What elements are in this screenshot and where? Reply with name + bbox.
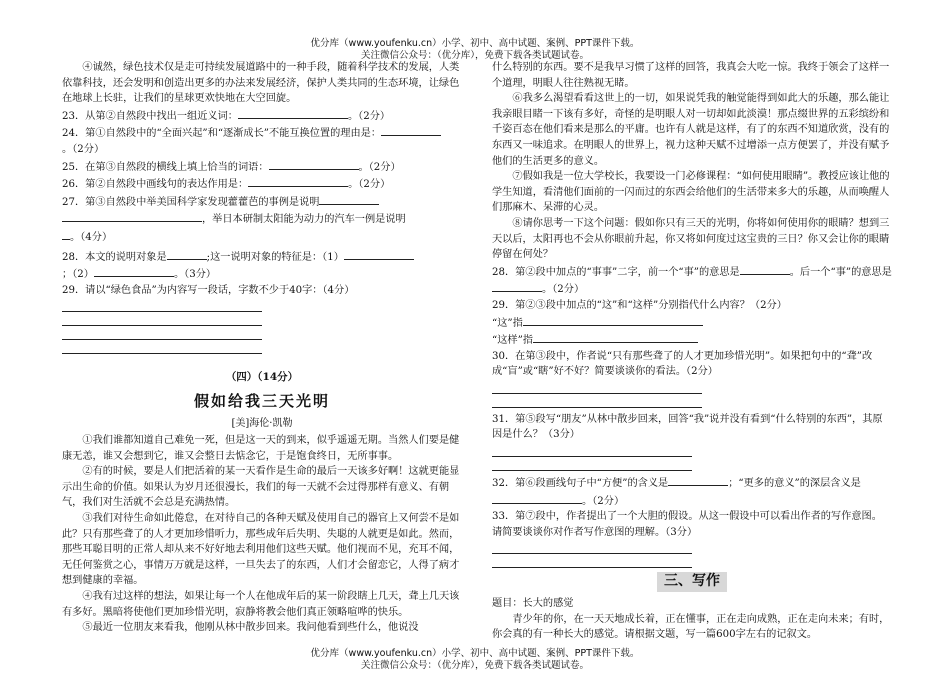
answer-blank[interactable] [238,107,348,119]
answer-blank[interactable] [492,492,582,504]
answer-blank[interactable] [248,175,348,187]
answer-blank[interactable] [94,265,174,277]
answer-line[interactable] [492,394,702,408]
answer-line[interactable] [62,312,262,326]
question-27-cont: ，举日本研制太阳能为动力的汽车一例是说明 [62,210,462,228]
question-27-score: 。（4分） [62,228,462,246]
question-32: 32．第⑥段画线句子中“方便”的含义是 ；“更多的意义”的深层含义是。（2分） [492,474,892,509]
answer-blank[interactable] [523,314,703,326]
question-27: 27．第③自然段中举美国科学家发现藿藿芭的事例是说明 [62,193,462,211]
question-29-zhe: “这”指 [492,314,892,332]
writing-topic: 题目：长大的感觉 [492,598,574,610]
answer-line[interactable] [492,380,702,394]
writing-prompt: 青少年的你，在一天天地成长着，正在懂事，正在走向成熟，正在走向未来；有时，你会真的有一种长大的感觉。请根据文题，写一篇600字左右的记叙文。 [492,613,890,641]
answer-blank[interactable] [492,280,542,292]
question-28-right: 28．第②段中加点的“事事”二字，前一个“事”的意思是 。后一个“事”的意思是。（2分） [492,263,892,298]
writing-section-heading: 三、写作 [657,572,727,592]
question-31: 31．第⑤段写“朋友”从林中散步回来，回答“我”说并没有看到“什么特别的东西”，其原因是什么？（3分） [492,413,883,441]
page-footer [0,648,950,672]
answer-line[interactable] [62,298,262,312]
answer-line[interactable] [62,340,262,354]
answer-blank[interactable] [344,248,414,260]
question-28: 28．本文的说明对象是 ;这一说明对象的特征是：（1） [62,248,462,266]
question-24: 24．第①自然段中的“全面兴起”和“逐渐成长”不能互换位置的理由是： [62,124,462,142]
header-line-2: 关注微信公众号：（优分库），免费下载各类试题试卷。 [360,50,589,61]
article-title: 假如给我三天光明 [193,391,330,410]
header-line-1: 优分库（www.youfenku.cn）小学、初中、高中试题、案例、PPT课件下载。 [310,38,640,49]
answer-blank[interactable] [62,210,202,222]
question-28-cont: ；（2） 。（3分） [62,265,462,283]
article-paragraph-7: ⑦假如我是一位大学校长，我要设一门必修课程：“如何使用眼睛”。教授应该让他的学生知道，看清他们面前的一闪而过的东西会给他们的生活带来多大的乐趣，从而唤醒人们那麻木、呆滞的心灵。 [492,171,890,214]
footer-line-1: 优分库（www.youfenku.cn）小学、初中、高中试题、案例、PPT课件下载。 [310,648,640,659]
article-author: [美]海伦·凯勒 [231,417,293,429]
article-paragraph-4: ④我有过这样的想法，如果让每一个人在他成年后的某一阶段瞎上几天，聋上几天该有多好。黑暗将使他们更加珍惜光明，寂静将教会他们真正领略喧哗的快乐。 [62,591,460,618]
answer-blank[interactable] [167,248,207,260]
answer-line[interactable] [62,326,262,340]
answer-blank[interactable] [668,474,728,486]
article-paragraph-8: ⑧请你思考一下这个问题：假如你只有三天的光明，你将如何使用你的眼睛？想到三天以后，太阳再也不会从你眼前升起，你又将如何度过这宝贵的三日？你又会让你的眼睛停留在何处？ [492,217,890,261]
question-30: 30．在第③段中，作者说“只有那些聋了的人才更加珍惜光明”。如果把句中的“聋”改成“盲”或“瞎”好不好？简要谈谈你的看法。（2分） [492,350,873,378]
question-24-score: 。（2分） [62,143,105,155]
question-29-zheyang: “这样”指 [492,331,892,349]
left-column [62,60,462,636]
article-paragraph-3: ③我们对待生命如此倦怠，在对待自己的各种天赋及使用自己的器官上又何尝不是如此？只有那些聋了的人才更加珍惜听力，那些成年后失明、失聪的人就更是如此。然而，那些耳聪目明的正常人却从来不好好地去利用他们这些天赋。他们视而不见，充耳不闻，无任何鉴赏之心，事情万万就是这样，一旦失去了的东西，人们才会留恋它，人得了病才想到健康的幸福。 [62,513,460,587]
answer-blank[interactable] [319,193,379,205]
article-paragraph-2: ②有的时候，要是人们把活着的某一天看作是生命的最后一天该多好啊！这就更能显示出生命的价值。如果认为岁月还很漫长，我们的每一天就不会过得那样有意义、有朝气，我们对生活就不会总是充满热情。 [62,466,460,509]
answer-blank[interactable] [269,158,359,170]
question-33: 33．第⑦段中，作者提出了一个大胆的假设。从这一假设中可以看出作者的写作意图。请简要谈谈你对作者写作意图的理解。（3分） [492,511,882,538]
paragraph-4: ④诚然，绿色技术仅是走可持续发展道路中的一种手段，随着科学技术的发展，人类依靠科技，还会发明和创造出更多的办法来发展经济，保护人类共同的生态环境，让绿色在地球上长驻，让我们的星球更欢快地在大空回旋。 [62,62,460,105]
right-column [492,60,892,643]
answer-line[interactable] [492,443,692,457]
section-four-heading: （四）（14分） [225,371,299,384]
page-header [0,38,950,62]
answer-blank[interactable] [740,263,790,275]
article-paragraph-5: ⑤最近一位朋友来看我，他刚从林中散步回来。我问他看到些什么，他说没 [82,622,419,634]
answer-line[interactable] [492,457,692,471]
answer-line[interactable] [492,540,692,554]
question-23: 23．从第②自然段中找出一组近义词： 。（2分） [62,107,462,125]
answer-blank[interactable] [381,124,441,136]
article-paragraph-6: ⑥我多么渴望看看这世上的一切，如果说凭我的触觉能得到如此大的乐趣，那么能让我亲眼目睹一下该有多好，奇怪的是明眼人对一切却如此淡漠！那点缀世界的五彩缤纷和千姿百态在他们看来是那么的平庸。也许有人就是这样，有了的东西不知道欣赏，没有的东西又一味追求。在明眼人的世界上，视力这种天赋不过增添一点方便罢了，并没有赋予他们的生活更多的意义。 [492,93,890,167]
question-25: 25．在第③自然段的横线上填上恰当的词语： 。（2分） [62,158,462,176]
footer-line-2: 关注微信公众号：（优分库），免费下载各类试题试卷。 [360,660,589,671]
answer-blank[interactable] [62,228,70,240]
question-29: 29．请以“绿色食品”为内容写一段话，字数不少于40字：（4分） [62,284,355,296]
answer-line[interactable] [492,554,692,568]
article-paragraph-1: ①我们谁都知道自己难免一死，但是这一天的到来，似乎遥遥无期。当然人们要是健康无恙，谁又会想到它，谁又会整日去惦念它，于是饱食终日，无所事事。 [62,435,460,462]
question-29-right: 29．第②③段中加点的“这”和“这样”分别指代什么内容？（2分） [492,299,787,311]
answer-blank[interactable] [533,331,698,343]
article-paragraph-5-cont: 什么特别的东西。要不是我早习惯了这样的回答，我真会大吃一惊。我终于领会了这样一个道理，明眼人往往熟视无睹。 [492,62,890,89]
question-26: 26．第②自然段中画线句的表达作用是： 。（2分） [62,175,462,193]
